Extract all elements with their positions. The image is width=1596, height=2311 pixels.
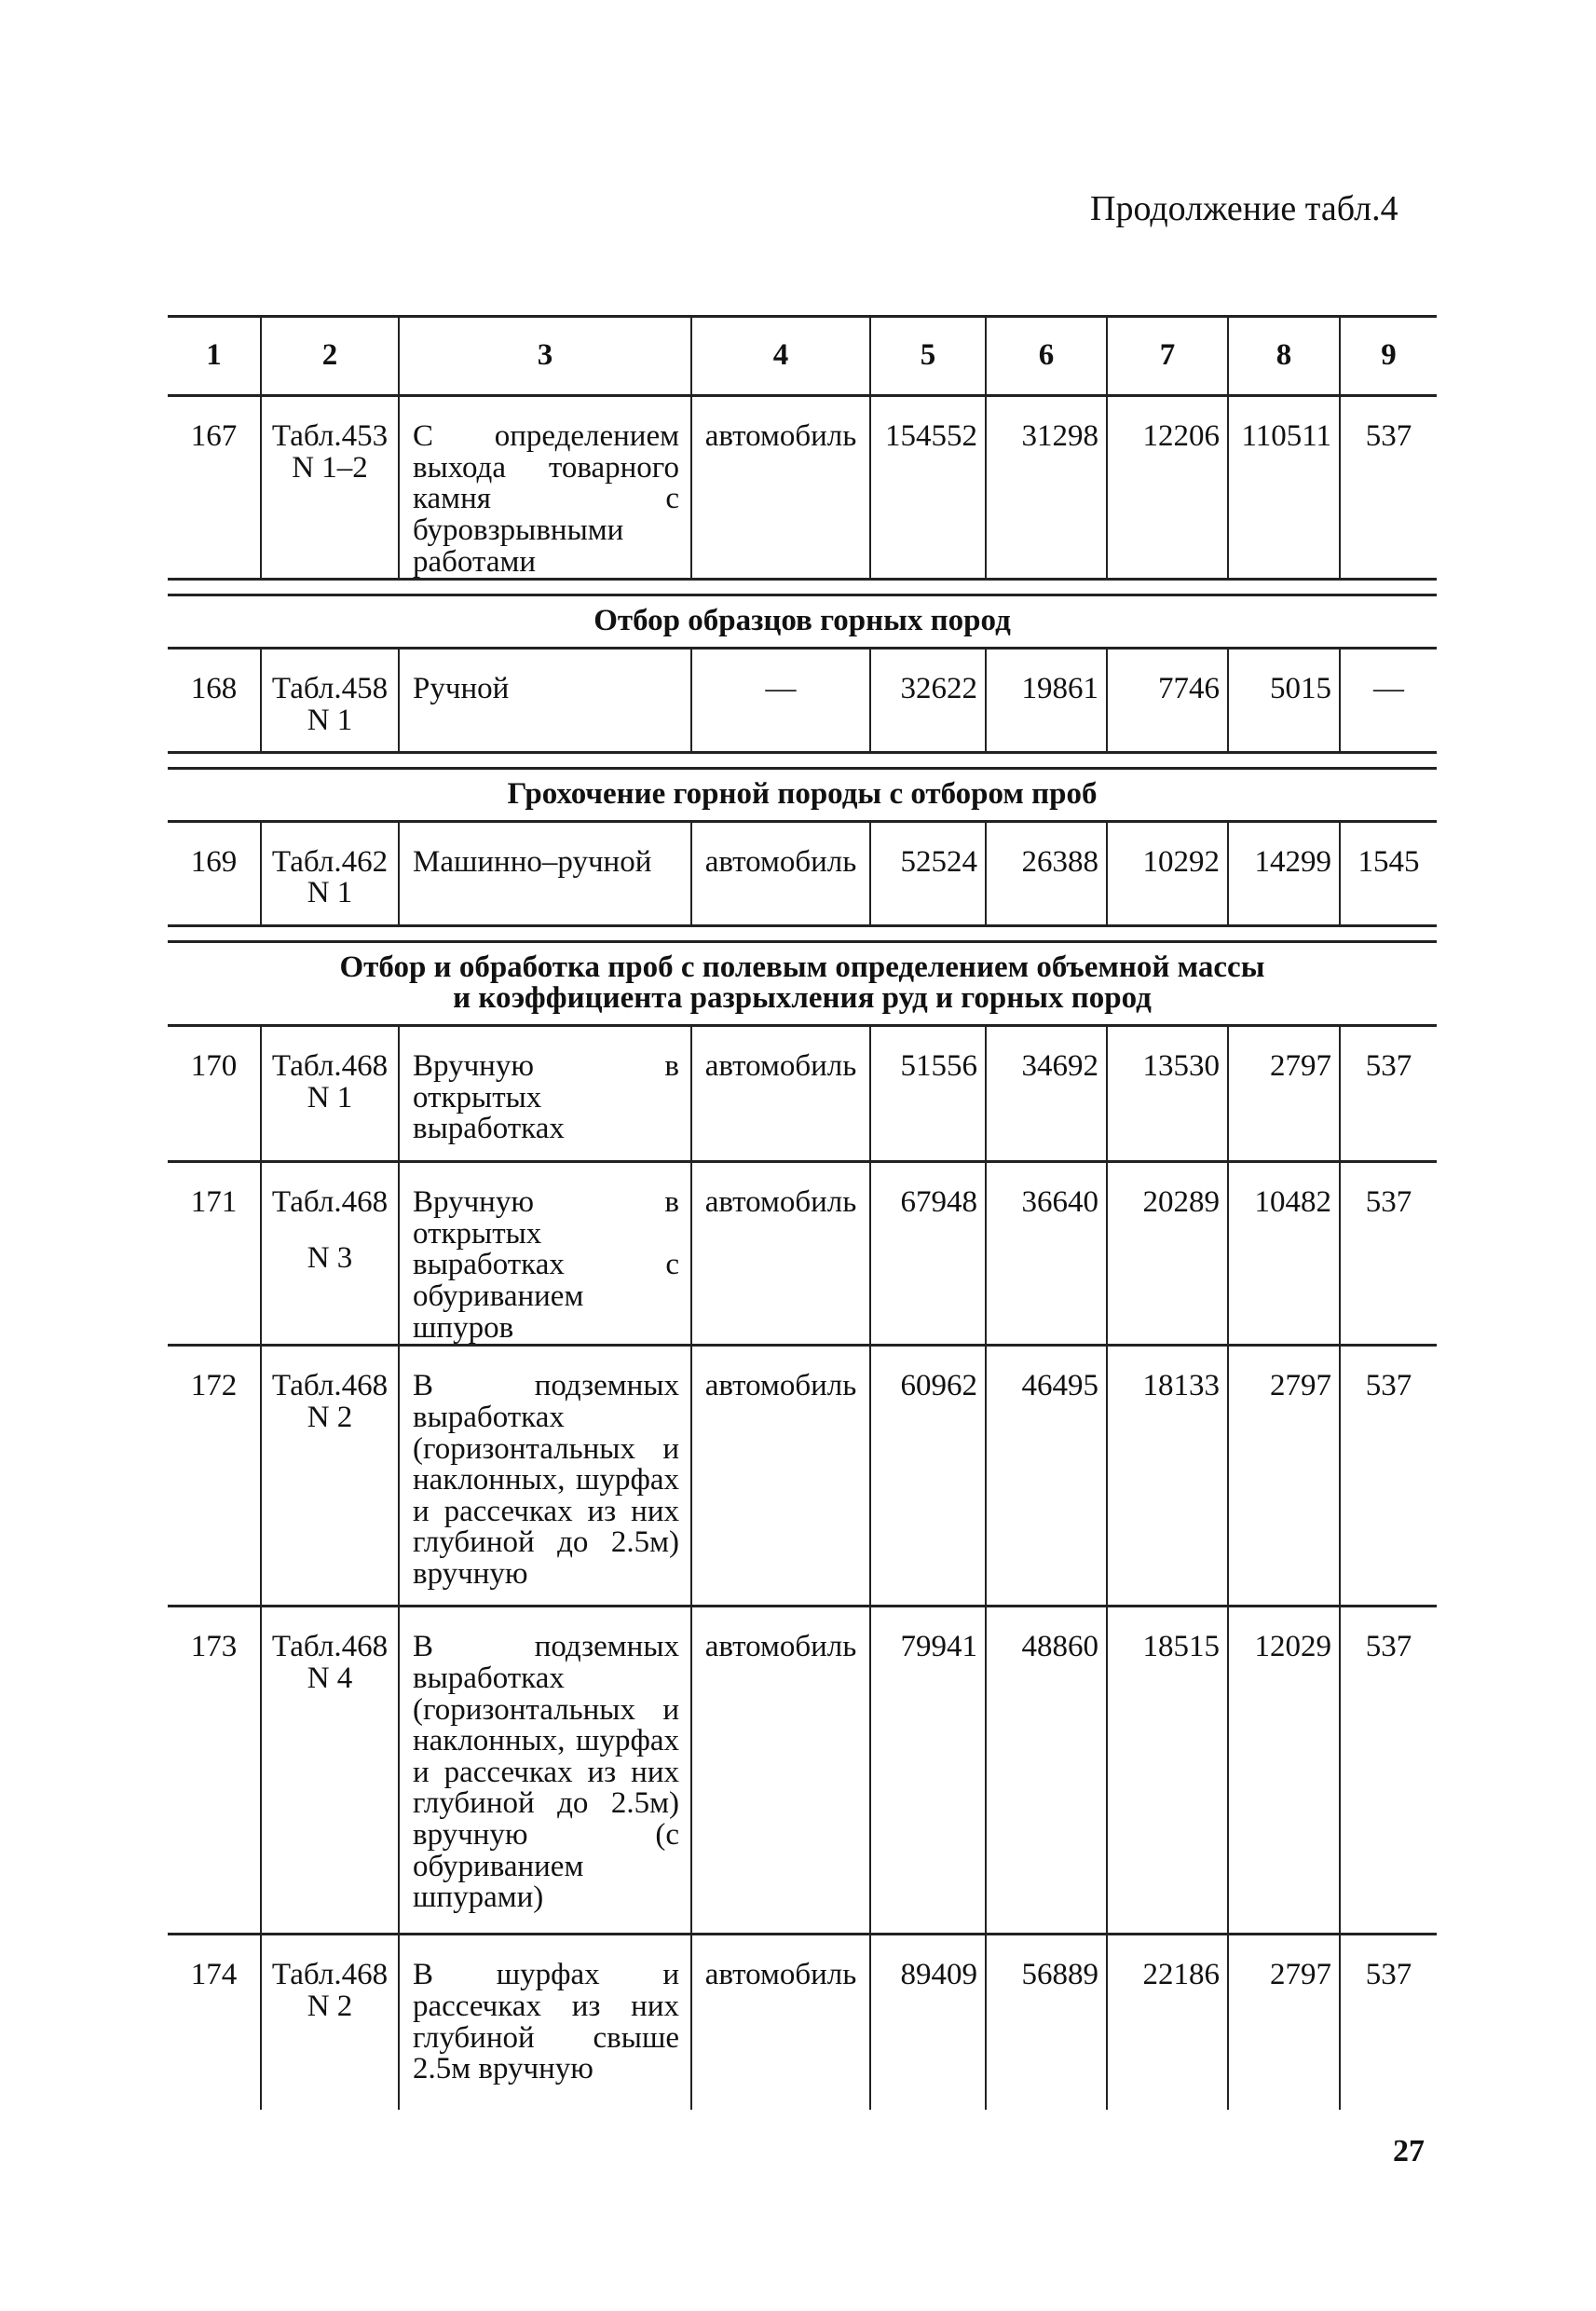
work-description: Вручную в открытых выработках с обуриванием шпуров — [399, 1161, 691, 1345]
transport-type: автомобиль — [691, 1161, 870, 1345]
row-number: 167 — [168, 396, 261, 580]
value-col9: 537 — [1340, 1161, 1437, 1345]
transport-type: автомобиль — [691, 1607, 870, 1935]
section-heading: Грохочение горной породы с отбором проб — [168, 768, 1437, 821]
section-heading — [168, 941, 1437, 1025]
table-row — [168, 1346, 1437, 1607]
table-row — [168, 1025, 1437, 1161]
value-col7: 7746 — [1107, 648, 1228, 752]
table-reference — [261, 1025, 399, 1161]
transport-type: автомобиль — [691, 396, 870, 580]
value-col9: 537 — [1340, 1346, 1437, 1607]
column-header: 4 — [691, 317, 870, 396]
value-col7: 18133 — [1107, 1346, 1228, 1607]
table-ref-sub: N 1 — [307, 876, 353, 910]
section-heading-row — [168, 595, 1437, 649]
value-col6: 19861 — [986, 648, 1107, 752]
column-header: 6 — [986, 317, 1107, 396]
value-col6: 48860 — [986, 1607, 1107, 1935]
value-col5: 52524 — [870, 821, 986, 925]
column-header: 7 — [1107, 317, 1228, 396]
transport-type: автомобиль — [691, 1346, 870, 1607]
value-col5: 89409 — [870, 1935, 986, 2110]
table-ref-sub: N 4 — [307, 1661, 353, 1695]
value-col5: 67948 — [870, 1161, 986, 1345]
row-number: 173 — [168, 1607, 261, 1935]
row-number: 172 — [168, 1346, 261, 1607]
continuation-title: Продолжение табл.4 — [1090, 189, 1398, 228]
value-col7: 12206 — [1107, 396, 1228, 580]
row-number: 169 — [168, 821, 261, 925]
row-number: 168 — [168, 648, 261, 752]
value-col5: 60962 — [870, 1346, 986, 1607]
column-header: 9 — [1340, 317, 1437, 396]
value-col7: 18515 — [1107, 1607, 1228, 1935]
value-col9: 537 — [1340, 1607, 1437, 1935]
table-ref-title: Табл.468 — [271, 1369, 389, 1403]
transport-type: — — [691, 648, 870, 752]
column-header: 1 — [168, 317, 261, 396]
table-ref-sub: N 2 — [307, 1989, 353, 2023]
work-description: С определением выхода товарного камня с буровзрывными работами — [399, 396, 691, 580]
transport-type: автомобиль — [691, 1025, 870, 1161]
work-description: Вручную в открытых выработках — [399, 1025, 691, 1161]
column-header-row — [168, 317, 1437, 396]
section-heading-row — [168, 768, 1437, 821]
table-reference — [261, 1346, 399, 1607]
table-reference — [261, 821, 399, 925]
value-col8: 110511 — [1228, 396, 1340, 580]
section-heading-line: Отбор и обработка проб с полевым определением объемной массы — [339, 950, 1265, 984]
value-col6: 34692 — [986, 1025, 1107, 1161]
table-ref-sub: N 1 — [307, 1080, 353, 1114]
value-col6: 56889 — [986, 1935, 1107, 2110]
section-heading: Отбор образцов горных пород — [168, 595, 1437, 649]
row-number: 171 — [168, 1161, 261, 1345]
value-col5: 79941 — [870, 1607, 986, 1935]
column-header: 2 — [261, 317, 399, 396]
value-col7: 22186 — [1107, 1935, 1228, 2110]
row-number: 174 — [168, 1935, 261, 2110]
table-ref-sub: N 1 — [307, 703, 353, 737]
column-header: 5 — [870, 317, 986, 396]
value-col5: 32622 — [870, 648, 986, 752]
table-ref-title: Табл.458 — [271, 671, 389, 705]
table-ref-title: Табл.468 — [271, 1184, 389, 1219]
column-header: 8 — [1228, 317, 1340, 396]
table-ref-title: Табл.462 — [271, 844, 389, 879]
table-row — [168, 1161, 1437, 1345]
table-ref-title: Табл.468 — [271, 1630, 389, 1664]
table-ref-sub: N 3 — [307, 1240, 353, 1275]
work-description: Машинно–ручной — [399, 821, 691, 925]
value-col8: 10482 — [1228, 1161, 1340, 1345]
rates-table — [168, 315, 1437, 2110]
page-number: 27 — [1393, 2134, 1425, 2168]
value-col7: 13530 — [1107, 1025, 1228, 1161]
work-description: В шурфах и рассечках из них глубиной свыше 2.5м вручную — [399, 1935, 691, 2110]
value-col8: 2797 — [1228, 1346, 1340, 1607]
table-reference — [261, 1607, 399, 1935]
value-col6: 31298 — [986, 396, 1107, 580]
table-reference — [261, 396, 399, 580]
value-col6: 36640 — [986, 1161, 1107, 1345]
value-col8: 14299 — [1228, 821, 1340, 925]
table-row — [168, 648, 1437, 752]
value-col7: 20289 — [1107, 1161, 1228, 1345]
value-col8: 2797 — [1228, 1025, 1340, 1161]
value-col9: 1545 — [1340, 821, 1437, 925]
column-header: 3 — [399, 317, 691, 396]
table-ref-sub: N 1–2 — [292, 450, 368, 485]
table-row — [168, 1935, 1437, 2110]
table-ref-sub: N 2 — [307, 1400, 353, 1434]
value-col8: 2797 — [1228, 1935, 1340, 2110]
table-ref-title: Табл.468 — [271, 1048, 389, 1083]
transport-type: автомобиль — [691, 1935, 870, 2110]
row-number: 170 — [168, 1025, 261, 1161]
value-col9: 537 — [1340, 396, 1437, 580]
section-heading-line: и коэффициента разрыхления руд и горных пород — [453, 981, 1152, 1016]
value-col6: 26388 — [986, 821, 1107, 925]
table-reference — [261, 1161, 399, 1345]
value-col6: 46495 — [986, 1346, 1107, 1607]
table-reference — [261, 1935, 399, 2110]
value-col8: 12029 — [1228, 1607, 1340, 1935]
value-col9: 537 — [1340, 1025, 1437, 1161]
table-row — [168, 1607, 1437, 1935]
value-col9: — — [1340, 648, 1437, 752]
work-description: В подземных выработках (горизонтальных и наклонных, шурфах и рассечках из них глубиной до 2.5м) вручную — [399, 1346, 691, 1607]
transport-type: автомобиль — [691, 821, 870, 925]
value-col5: 51556 — [870, 1025, 986, 1161]
table-row — [168, 396, 1437, 580]
value-col9: 537 — [1340, 1935, 1437, 2110]
value-col8: 5015 — [1228, 648, 1340, 752]
table-ref-title: Табл.468 — [271, 1958, 389, 1992]
table-row — [168, 821, 1437, 925]
work-description: В подземных выработках (горизонтальных и наклонных, шурфах и рассечках из них глубиной до 2.5м) вручную (с обуриванием шпурами) — [399, 1607, 691, 1935]
table-reference — [261, 648, 399, 752]
table-ref-title: Табл.453 — [271, 419, 389, 453]
work-description: Ручной — [399, 648, 691, 752]
section-heading-row — [168, 941, 1437, 1025]
value-col7: 10292 — [1107, 821, 1228, 925]
value-col5: 154552 — [870, 396, 986, 580]
